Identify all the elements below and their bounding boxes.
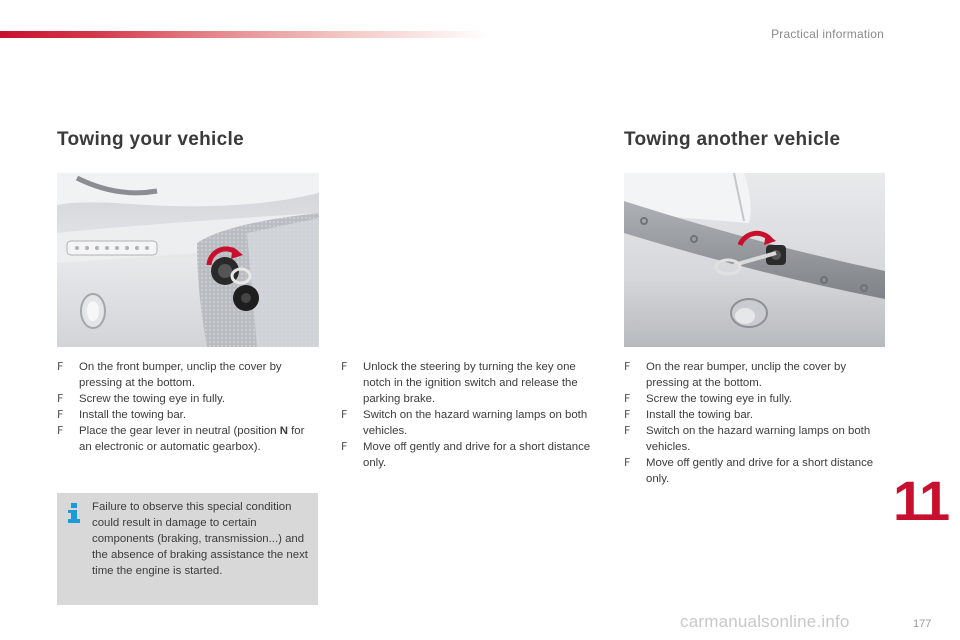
step-text: Install the towing bar. <box>79 409 187 421</box>
list-item <box>624 391 886 407</box>
step-text: Unlock the steering by turning the key one notch in the ignition switch and release the parking brake. <box>363 361 578 405</box>
header-accent-bar <box>0 31 490 38</box>
towing-your-vehicle-steps <box>57 359 319 455</box>
info-icon <box>67 503 81 523</box>
section-header: Practical information <box>771 27 884 41</box>
towing-another-vehicle-title: Towing another vehicle <box>624 129 841 150</box>
list-item <box>341 439 603 471</box>
bullet-icon: F <box>341 360 348 373</box>
towing-your-vehicle-title: Towing your vehicle <box>57 129 244 150</box>
step-text: Screw the towing eye in fully. <box>79 393 226 405</box>
list-item <box>624 407 886 423</box>
step-text: Install the towing bar. <box>646 409 754 421</box>
step-text: On the rear bumper, unclip the cover by pressing at the bottom. <box>646 361 847 389</box>
list-item <box>624 423 886 455</box>
chapter-number: 11 <box>893 469 949 532</box>
info-text: Failure to observe this special condition could result in damage to certain components (braking, transmission...) and the absence of braking assistance the next time the engine is started. <box>92 501 308 577</box>
step-text: On the front bumper, unclip the cover by pressing at the bottom. <box>79 361 282 389</box>
step-text: Move off gently and drive for a short distance only. <box>363 441 591 469</box>
bullet-icon: F <box>57 392 64 405</box>
bullet-icon: F <box>624 424 631 437</box>
list-item <box>341 407 603 439</box>
gear-position: N <box>279 425 288 437</box>
list-item <box>57 391 319 407</box>
step-text: Switch on the hazard warning lamps on both vehicles. <box>646 425 871 453</box>
list-item <box>57 359 319 391</box>
step-text-part: for an electronic or automatic gearbox). <box>79 425 305 453</box>
list-item <box>624 455 886 487</box>
step-text-part: Place the gear lever in neutral (position <box>79 425 280 437</box>
list-item <box>57 407 319 423</box>
towing-another-vehicle-steps <box>624 359 886 487</box>
list-item <box>624 359 886 391</box>
step-text: Screw the towing eye in fully. <box>646 393 793 405</box>
bullet-icon: F <box>57 360 64 373</box>
bullet-icon: F <box>624 408 631 421</box>
bullet-icon: F <box>57 408 64 421</box>
bullet-icon: F <box>57 424 64 437</box>
step-text: Switch on the hazard warning lamps on both vehicles. <box>363 409 588 437</box>
watermark-link[interactable]: carmanualsonline.info <box>680 612 850 631</box>
info-box <box>57 493 318 605</box>
front-bumper-photo <box>57 173 319 347</box>
bullet-icon: F <box>341 408 348 421</box>
bullet-icon: F <box>624 360 631 373</box>
bullet-icon: F <box>341 440 348 453</box>
towing-common-steps <box>341 359 603 471</box>
page-number: 177 <box>913 618 932 630</box>
bullet-icon: F <box>624 392 631 405</box>
list-item <box>57 423 319 455</box>
list-item <box>341 359 603 407</box>
rear-bumper-photo <box>624 173 885 347</box>
step-text: Move off gently and drive for a short distance only. <box>646 457 874 485</box>
bullet-icon: F <box>624 456 631 469</box>
